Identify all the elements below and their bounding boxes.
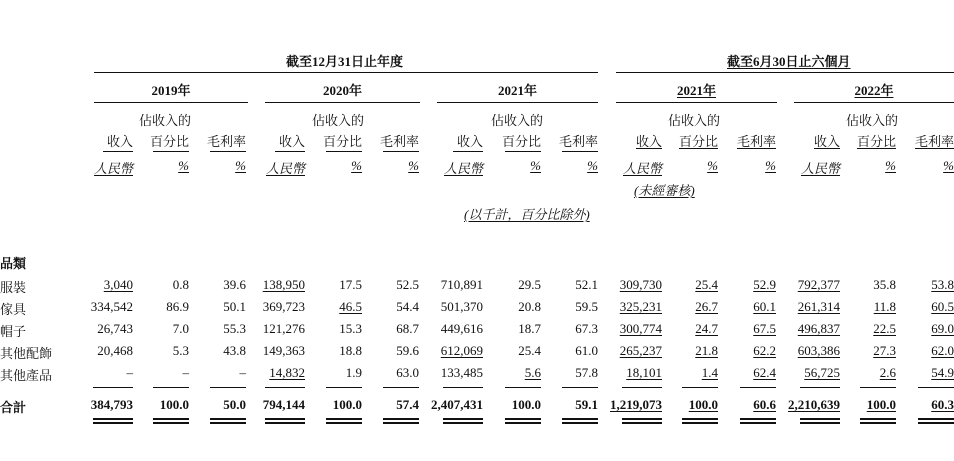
double-rule-mar-0: [210, 418, 246, 424]
double-rule-mar-1: [383, 418, 419, 424]
pct-label-line2-0: 百分比: [149, 134, 189, 149]
cell-5-5: 57.4: [396, 397, 419, 412]
cell-0-10: 25.4: [695, 277, 718, 292]
cell-5-1: 100.0: [159, 397, 189, 412]
unit-unaudited: (未經審核): [634, 183, 695, 198]
cell-0-14: 53.8: [931, 277, 954, 292]
double-rule-rev-4: [800, 418, 840, 424]
cell-3-12: 603,386: [797, 343, 840, 358]
pct-label-line2-3: 百分比: [678, 134, 718, 149]
total-rule-mar-1: [383, 387, 419, 388]
cell-3-6: 612,069: [440, 343, 483, 358]
cell-3-2: 43.8: [223, 343, 246, 358]
double-rule-pct-0: [153, 418, 189, 424]
period-header-annual: 截至12月31日止年度: [286, 54, 404, 69]
cell-3-10: 21.8: [695, 343, 718, 358]
total-rule-rev-4: [800, 387, 840, 388]
cell-4-5: 63.0: [396, 365, 419, 380]
total-rule-pct-3: [682, 387, 718, 388]
cell-5-7: 100.0: [511, 397, 541, 412]
cell-2-4: 15.3: [339, 321, 362, 336]
label-rule-rev-0: [103, 151, 133, 152]
double-rule-pct-2: [505, 418, 541, 424]
margin-label-3: 毛利率: [736, 134, 776, 149]
cell-1-1: 86.9: [166, 299, 189, 314]
cell-2-6: 449,616: [440, 321, 483, 336]
cell-5-14: 60.3: [931, 397, 954, 412]
total-rule-rev-3: [622, 387, 662, 388]
year-header-0: 2019年: [151, 83, 191, 98]
cell-3-1: 5.3: [172, 343, 189, 358]
unit-pct-2: %: [530, 158, 541, 173]
pct-label-line2-2: 百分比: [501, 134, 541, 149]
cell-3-8: 61.0: [575, 343, 598, 358]
cell-5-13: 100.0: [866, 397, 896, 412]
cell-0-8: 52.1: [575, 277, 598, 292]
cell-1-9: 325,231: [619, 299, 662, 314]
year-header-3: 2021年: [676, 83, 716, 98]
row-label-0: 服裝: [0, 281, 27, 296]
cell-1-4: 46.5: [339, 299, 362, 314]
cell-4-13: 2.6: [879, 365, 896, 380]
total-rule-mar-3: [740, 387, 776, 388]
cell-4-1: –: [182, 365, 189, 380]
revenue-label-4: 收入: [813, 134, 840, 149]
category-header: 品類: [0, 257, 27, 272]
period-rule-six-months: [616, 72, 954, 73]
cell-5-9: 1,219,073: [610, 397, 662, 412]
cell-1-2: 50.1: [223, 299, 246, 314]
cell-3-14: 62.0: [931, 343, 954, 358]
cell-2-14: 69.0: [931, 321, 954, 336]
cell-3-13: 27.3: [873, 343, 896, 358]
total-rule-pct-4: [860, 387, 896, 388]
pct-label-line1-0: 佔收入的: [139, 113, 192, 128]
row-label-2: 帽子: [0, 325, 27, 340]
cell-0-2: 39.6: [223, 277, 246, 292]
unit-note: (以千計，百分比除外): [464, 207, 590, 222]
cell-3-11: 62.2: [753, 343, 776, 358]
unit-margin-3: %: [765, 158, 776, 173]
cell-5-8: 59.1: [575, 397, 598, 412]
double-rule-mar-3: [740, 418, 776, 424]
unit-margin-2: %: [587, 158, 598, 173]
cell-2-3: 121,276: [262, 321, 305, 336]
cell-4-12: 56,725: [804, 365, 840, 380]
cell-1-10: 26.7: [695, 299, 718, 314]
pct-label-line1-1: 佔收入的: [312, 113, 365, 128]
cell-1-13: 11.8: [873, 299, 896, 314]
total-rule-pct-0: [153, 387, 189, 388]
pct-label-line1-3: 佔收入的: [668, 113, 721, 128]
cell-1-11: 60.1: [753, 299, 776, 314]
cell-4-8: 57.8: [575, 365, 598, 380]
cell-2-9: 300,774: [619, 321, 662, 336]
cell-5-6: 2,407,431: [431, 397, 483, 412]
cell-5-10: 100.0: [688, 397, 718, 412]
cell-0-7: 29.5: [518, 277, 541, 292]
label-rule-mar-1: [383, 151, 419, 152]
row-label-1: 傢具: [0, 303, 27, 318]
unit-rmb-1: 人民幣: [265, 161, 305, 176]
cell-0-13: 35.8: [873, 277, 896, 292]
total-rule-mar-0: [210, 387, 246, 388]
cell-4-0: –: [126, 365, 133, 380]
revenue-label-2: 收入: [456, 134, 483, 149]
unit-rmb-4: 人民幣: [800, 161, 840, 176]
total-rule-rev-0: [93, 387, 133, 388]
double-rule-rev-0: [93, 418, 133, 424]
year-header-2: 2021年: [497, 83, 537, 98]
double-rule-mar-4: [918, 418, 954, 424]
cell-5-12: 2,210,639: [788, 397, 840, 412]
cell-3-0: 20,468: [97, 343, 133, 358]
cell-5-4: 100.0: [332, 397, 362, 412]
cell-0-11: 52.9: [753, 277, 776, 292]
revenue-label-0: 收入: [106, 134, 133, 149]
cell-1-12: 261,314: [797, 299, 840, 314]
cell-5-3: 794,144: [262, 397, 305, 412]
cell-2-7: 18.7: [518, 321, 541, 336]
cell-2-10: 24.7: [695, 321, 718, 336]
cell-3-3: 149,363: [262, 343, 305, 358]
row-label-4: 其他產品: [0, 369, 53, 384]
cell-1-14: 60.5: [931, 299, 954, 314]
cell-4-14: 54.9: [931, 365, 954, 380]
double-rule-pct-4: [860, 418, 896, 424]
margin-label-0: 毛利率: [206, 134, 246, 149]
year-rule-4: [794, 102, 954, 103]
unit-rmb-0: 人民幣: [93, 161, 133, 176]
row-label-5: 合計: [0, 401, 27, 416]
cell-4-3: 14,832: [269, 365, 305, 380]
year-rule-0: [94, 102, 248, 103]
revenue-label-1: 收入: [278, 134, 305, 149]
margin-label-1: 毛利率: [379, 134, 419, 149]
double-rule-pct-1: [326, 418, 362, 424]
cell-0-5: 52.5: [396, 277, 419, 292]
unit-margin-0: %: [235, 158, 246, 173]
pct-label-line1-2: 佔收入的: [491, 113, 544, 128]
cell-4-2: –: [239, 365, 246, 380]
cell-0-0: 3,040: [103, 277, 133, 292]
cell-4-4: 1.9: [345, 365, 362, 380]
cell-0-12: 792,377: [797, 277, 840, 292]
cell-3-9: 265,237: [619, 343, 662, 358]
cell-0-3: 138,950: [262, 277, 305, 292]
cell-5-0: 384,793: [90, 397, 133, 412]
cell-2-1: 7.0: [172, 321, 189, 336]
pct-label-line1-4: 佔收入的: [846, 113, 899, 128]
cell-1-6: 501,370: [440, 299, 483, 314]
cell-0-4: 17.5: [339, 277, 362, 292]
unit-pct-1: %: [351, 158, 362, 173]
cell-2-11: 67.5: [753, 321, 776, 336]
total-rule-pct-2: [505, 387, 541, 388]
cell-5-2: 50.0: [223, 397, 246, 412]
unit-pct-3: %: [707, 158, 718, 173]
pct-label-line2-1: 百分比: [322, 134, 362, 149]
cell-4-11: 62.4: [753, 365, 776, 380]
label-rule-pct-1: [326, 151, 362, 152]
year-header-4: 2022年: [854, 83, 894, 98]
cell-0-9: 309,730: [619, 277, 662, 292]
cell-0-6: 710,891: [440, 277, 483, 292]
cell-1-0: 334,542: [90, 299, 133, 314]
cell-1-5: 54.4: [396, 299, 419, 314]
total-rule-mar-2: [562, 387, 598, 388]
cell-1-7: 20.8: [518, 299, 541, 314]
cell-2-13: 22.5: [873, 321, 896, 336]
period-header-six-months: 截至6月30日止六個月: [727, 54, 851, 69]
double-rule-rev-3: [622, 418, 662, 424]
cell-3-4: 18.8: [339, 343, 362, 358]
double-rule-rev-2: [443, 418, 483, 424]
cell-0-1: 0.8: [172, 277, 189, 292]
cell-4-9: 18,101: [626, 365, 662, 380]
unit-pct-0: %: [178, 158, 189, 173]
label-rule-mar-2: [562, 151, 598, 152]
year-rule-2: [437, 102, 598, 103]
cell-2-8: 67.3: [575, 321, 598, 336]
label-rule-mar-0: [210, 151, 246, 152]
double-rule-pct-3: [682, 418, 718, 424]
margin-label-2: 毛利率: [558, 134, 598, 149]
cell-1-8: 59.5: [575, 299, 598, 314]
cell-2-12: 496,837: [797, 321, 840, 336]
unit-rmb-3: 人民幣: [622, 161, 662, 176]
double-rule-mar-2: [562, 418, 598, 424]
unit-rmb-2: 人民幣: [443, 161, 483, 176]
unit-margin-4: %: [943, 158, 954, 173]
label-rule-rev-1: [275, 151, 305, 152]
total-rule-pct-1: [326, 387, 362, 388]
double-rule-rev-1: [265, 418, 305, 424]
cell-2-2: 55.3: [223, 321, 246, 336]
margin-label-4: 毛利率: [914, 134, 954, 149]
year-rule-3: [616, 102, 777, 103]
cell-1-3: 369,723: [262, 299, 305, 314]
label-rule-pct-2: [505, 151, 541, 152]
row-label-3: 其他配飾: [0, 347, 53, 362]
year-header-1: 2020年: [322, 83, 362, 98]
cell-4-6: 133,485: [440, 365, 483, 380]
label-rule-pct-0: [153, 151, 189, 152]
cell-2-0: 26,743: [97, 321, 133, 336]
total-rule-rev-1: [265, 387, 305, 388]
cell-4-7: 5.6: [524, 365, 541, 380]
cell-3-5: 59.6: [396, 343, 419, 358]
unit-margin-1: %: [408, 158, 419, 173]
period-rule-annual: [94, 72, 598, 73]
unit-pct-4: %: [885, 158, 896, 173]
revenue-label-3: 收入: [635, 134, 662, 149]
year-rule-1: [265, 102, 420, 103]
cell-5-11: 60.6: [753, 397, 776, 412]
cell-3-7: 25.4: [518, 343, 541, 358]
pct-label-line2-4: 百分比: [856, 134, 896, 149]
label-rule-rev-2: [453, 151, 483, 152]
cell-4-10: 1.4: [701, 365, 718, 380]
cell-2-5: 68.7: [396, 321, 419, 336]
total-rule-rev-2: [443, 387, 483, 388]
total-rule-mar-4: [918, 387, 954, 388]
